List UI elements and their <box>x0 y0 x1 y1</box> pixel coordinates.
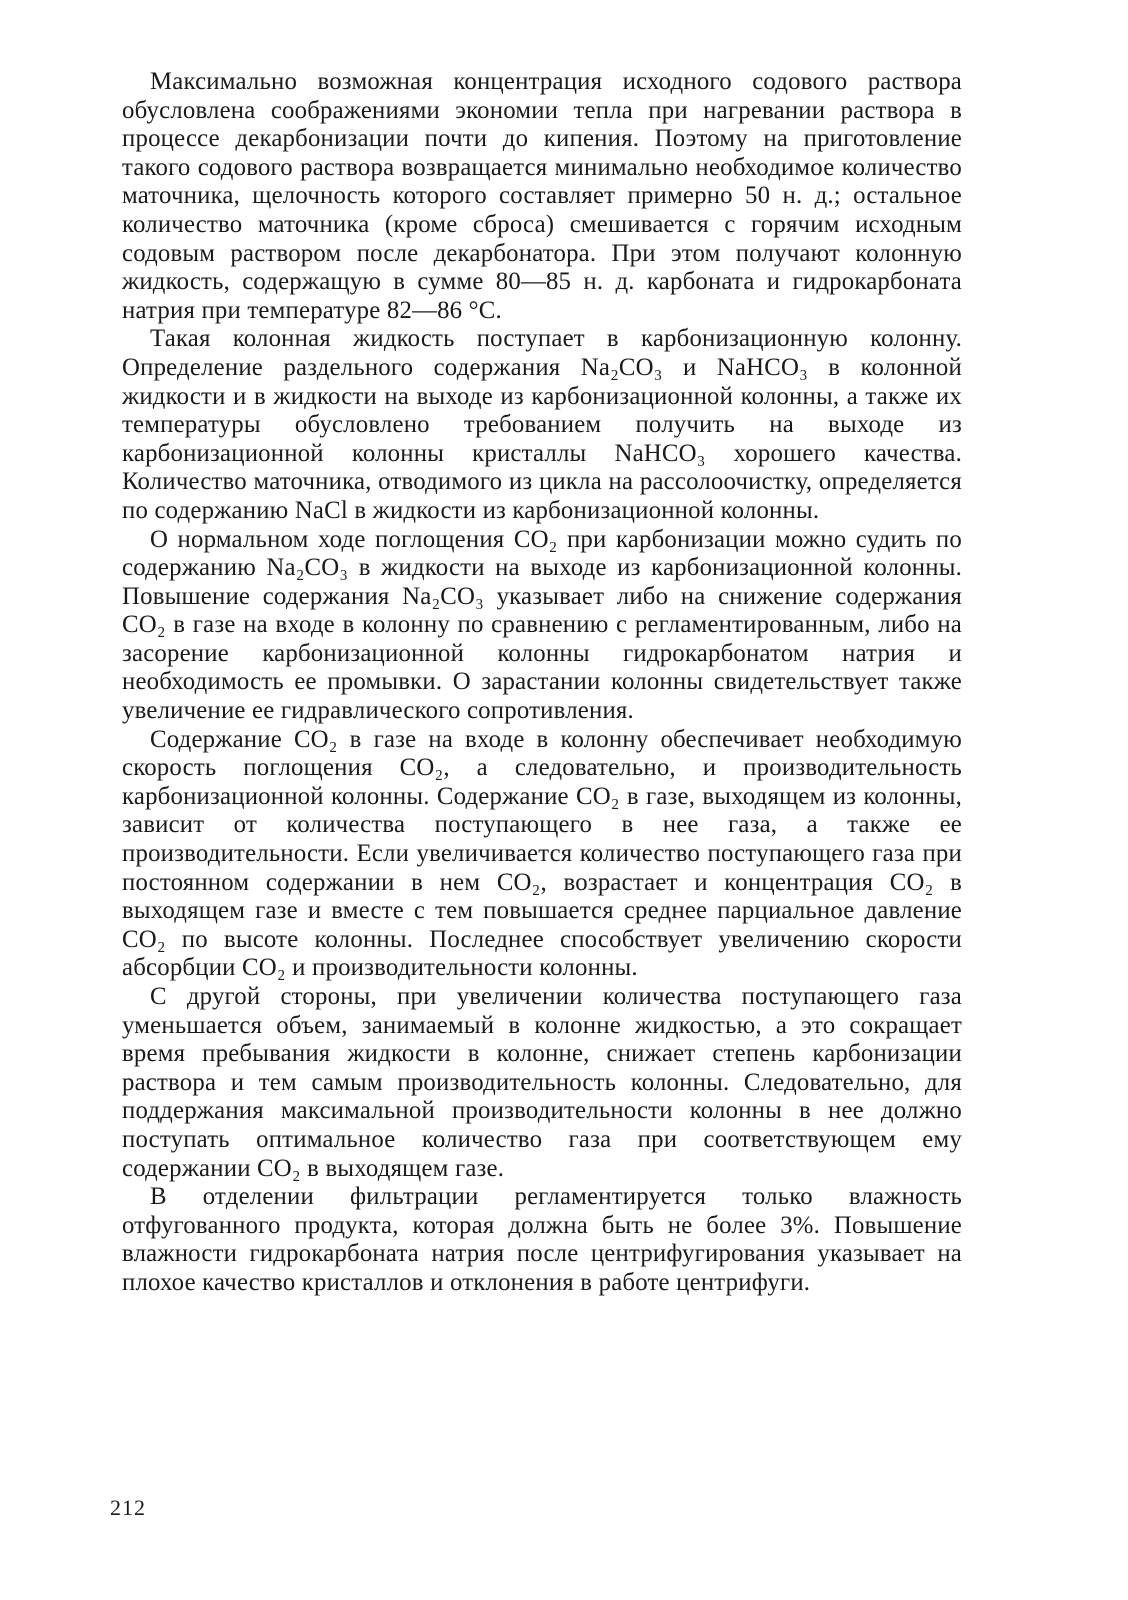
page-number: 212 <box>110 1495 146 1520</box>
paragraph-1: Максимально возможная концентрация исходного содового раствора обусловлена соображениями экономии тепла при нагревании раствора в процессе декарбонизации почти до кипения. Поэтому на приготовление такого содового раствора возвращается минимально необходимое количество маточника, щелочность которого составляет примерно 50 н. д.; остальное количество маточника (кроме сброса) смешивается с горячим исходным содовым раствором после декарбонатора. При этом получают колонную жидкость, содержащую в сумме 80—85 н. д. карбоната и гидрокарбоната натрия при температуре 82—86 °С. <box>122 68 962 324</box>
paragraph-6: В отделении фильтрации регламентируется только влажность отфугованного продукта, которая должна быть не более 3%. Повышение влажности гидрокарбоната натрия после центрифугирования указывает на плохое качество кристаллов и отклонения в работе центрифуги. <box>122 1183 962 1296</box>
paragraph-2: Такая колонная жидкость поступает в карбонизационную колонну. Определение раздельного содержания Na₂CO₃ и NaHCO₃ в колонной жидкости и в жидкости на выходе из карбонизационной колонны, а также их температуры обусловлено требованием получить на выходе из карбонизационной колонны кристаллы NaHCO₃ хорошего качества. Количество маточника, отводимого из цикла на рассолоочистку, определяется по содержанию NaCl в жидкости из карбонизационной колонны. <box>122 325 962 524</box>
paragraph-5: С другой стороны, при увеличении количества поступающего газа уменьшается объем, занимаемый в колонне жидкостью, а это сокращает время пребывания жидкости в колонне, снижает степень карбонизации раствора и тем самым производительность колонны. Следовательно, для поддержания максимальной производительности колонны в нее должно поступать оптимальное количество газа при соответствующем ему содержании CO₂ в выходящем газе. <box>122 983 962 1182</box>
body-text <box>122 68 962 1298</box>
paragraph-3: О нормальном ходе поглощения CO₂ при карбонизации можно судить по содержанию Na₂CO₃ в жидкости на выходе из карбонизационной колонны. Повышение содержания Na₂CO₃ указывает либо на снижение содержания CO₂ в газе на входе в колонну по сравнению с регламентированным, либо на засорение карбонизационной колонны гидрокарбонатом натрия и необходимость ее промывки. О зарастании колонны свидетельствует также увеличение ее гидравлического сопротивления. <box>122 525 962 725</box>
paragraph-4: Содержание CO₂ в газе на входе в колонну обеспечивает необходимую скорость поглощения CO₂, а следовательно, и производительность карбонизационной колонны. Содержание CO₂ в газе, выходящем из колонны, зависит от количества поступающего в нее газа, а также ее производительности. Если увеличивается количество поступающего газа при постоянном содержании в нем CO₂, возрастает и концентрация CO₂ в выходящем газе и вместе с тем повышается среднее парциальное давление CO₂ по высоте колонны. Последнее способствует увеличению скорости абсорбции CO₂ и производительности колонны. <box>122 725 962 982</box>
